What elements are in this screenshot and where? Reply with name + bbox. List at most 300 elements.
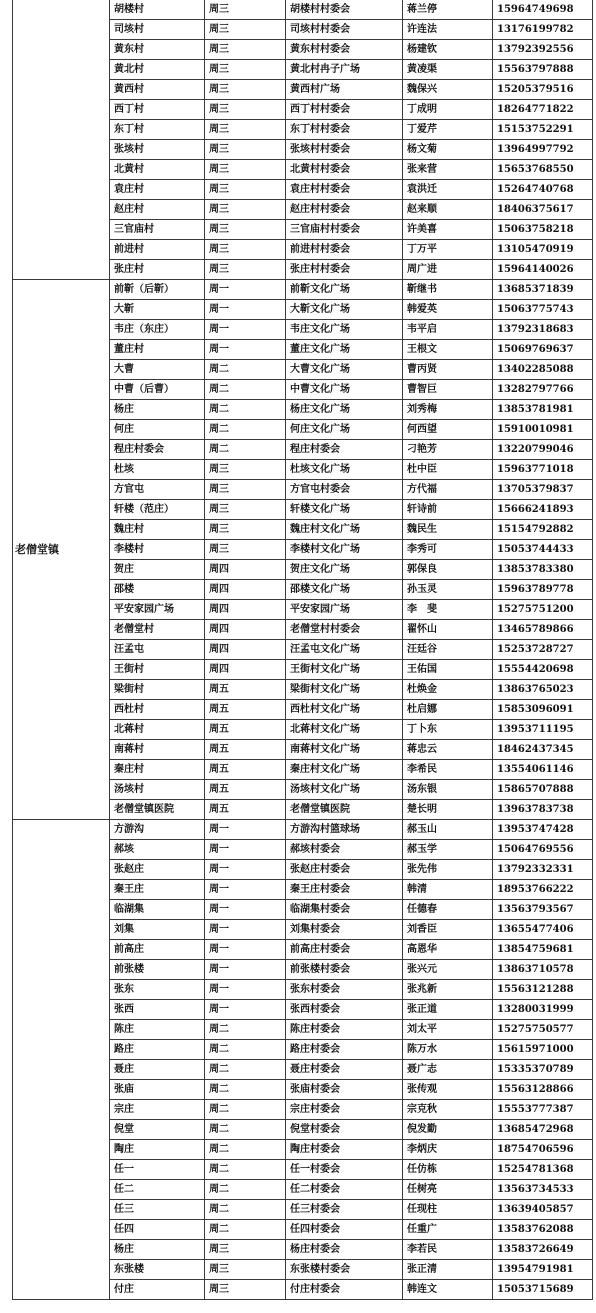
contact-cell: 周广进 xyxy=(403,260,493,280)
phone-cell: 13402285088 xyxy=(493,360,593,380)
phone-cell: 15563128866 xyxy=(493,1080,593,1100)
day-cell: 周一 xyxy=(205,820,286,840)
contact-cell: 韩爱英 xyxy=(403,300,493,320)
phone-cell: 13863710578 xyxy=(493,960,593,980)
location-cell: 大曹文化广场 xyxy=(286,360,403,380)
location-cell: 张庙村委会 xyxy=(286,1080,403,1100)
village-cell: 张赵庄 xyxy=(110,860,205,880)
day-cell: 周五 xyxy=(205,760,286,780)
location-cell: 张垓村村委会 xyxy=(286,140,403,160)
location-cell: 韦庄文化广场 xyxy=(286,320,403,340)
village-cell: 赵庄村 xyxy=(110,200,205,220)
contact-cell: 丁爱芹 xyxy=(403,120,493,140)
location-cell: 方官屯村委会 xyxy=(286,480,403,500)
phone-cell: 15853096091 xyxy=(493,700,593,720)
day-cell: 周四 xyxy=(205,620,286,640)
day-cell: 周三 xyxy=(205,500,286,520)
village-cell: 倪堂 xyxy=(110,1120,205,1140)
contact-cell: 郝玉学 xyxy=(403,840,493,860)
phone-cell: 15053715689 xyxy=(493,1280,593,1300)
location-cell: 魏庄村文化广场 xyxy=(286,520,403,540)
contact-cell: 曹智巨 xyxy=(403,380,493,400)
phone-cell: 18462437345 xyxy=(493,740,593,760)
phone-cell: 15154792882 xyxy=(493,520,593,540)
location-cell: 倪堂村委会 xyxy=(286,1120,403,1140)
phone-cell: 13863765023 xyxy=(493,680,593,700)
day-cell: 周三 xyxy=(205,140,286,160)
location-cell: 平安家园广场 xyxy=(286,600,403,620)
day-cell: 周四 xyxy=(205,560,286,580)
village-cell: 汤垓村 xyxy=(110,780,205,800)
day-cell: 周三 xyxy=(205,1280,286,1300)
contact-cell: 刘太平 xyxy=(403,1020,493,1040)
phone-cell: 13639405857 xyxy=(493,1200,593,1220)
day-cell: 周二 xyxy=(205,440,286,460)
village-cell: 南蒋村 xyxy=(110,740,205,760)
location-cell: 北黄村村委会 xyxy=(286,160,403,180)
location-cell: 宗庄村委会 xyxy=(286,1100,403,1120)
phone-cell: 13583726649 xyxy=(493,1240,593,1260)
contact-cell: 袁洪迁 xyxy=(403,180,493,200)
village-cell: 西杜村 xyxy=(110,700,205,720)
day-cell: 周三 xyxy=(205,40,286,60)
location-cell: 轩楼文化广场 xyxy=(286,500,403,520)
day-cell: 周二 xyxy=(205,1200,286,1220)
phone-cell: 18953766222 xyxy=(493,880,593,900)
village-cell: 秦庄村 xyxy=(110,760,205,780)
day-cell: 周一 xyxy=(205,300,286,320)
day-cell: 周一 xyxy=(205,340,286,360)
contact-cell: 郭保良 xyxy=(403,560,493,580)
contact-cell: 蒋兰停 xyxy=(403,0,493,20)
village-cell: 付庄 xyxy=(110,1280,205,1300)
village-cell: 北蒋村 xyxy=(110,720,205,740)
phone-cell: 18264771822 xyxy=(493,100,593,120)
location-cell: 张赵庄村委会 xyxy=(286,860,403,880)
contact-cell: 高恩华 xyxy=(403,940,493,960)
day-cell: 周五 xyxy=(205,800,286,820)
phone-cell: 13280031999 xyxy=(493,1000,593,1020)
contact-cell: 李炳庆 xyxy=(403,1140,493,1160)
village-cell: 刘集 xyxy=(110,920,205,940)
phone-cell: 13953747428 xyxy=(493,820,593,840)
contact-cell: 韩连文 xyxy=(403,1280,493,1300)
village-cell: 汪孟屯 xyxy=(110,640,205,660)
day-cell: 周二 xyxy=(205,1080,286,1100)
day-cell: 周二 xyxy=(205,400,286,420)
day-cell: 周三 xyxy=(205,480,286,500)
day-cell: 周三 xyxy=(205,120,286,140)
phone-cell: 15553777387 xyxy=(493,1100,593,1120)
day-cell: 周一 xyxy=(205,900,286,920)
day-cell: 周二 xyxy=(205,1100,286,1120)
village-cell: 聂庄 xyxy=(110,1060,205,1080)
contact-cell: 张正道 xyxy=(403,1000,493,1020)
phone-cell: 13282797766 xyxy=(493,380,593,400)
day-cell: 周二 xyxy=(205,1020,286,1040)
village-cell: 前张楼 xyxy=(110,960,205,980)
location-cell: 前高庄村委会 xyxy=(286,940,403,960)
village-cell: 袁庄村 xyxy=(110,180,205,200)
village-cell: 老僧堂村 xyxy=(110,620,205,640)
phone-cell: 18754706596 xyxy=(493,1140,593,1160)
location-cell: 西杜村文化广场 xyxy=(286,700,403,720)
location-cell: 邵楼文化广场 xyxy=(286,580,403,600)
phone-cell: 15064769556 xyxy=(493,840,593,860)
day-cell: 周五 xyxy=(205,780,286,800)
village-cell: 三官庙村 xyxy=(110,220,205,240)
day-cell: 周五 xyxy=(205,740,286,760)
village-cell: 黄北村 xyxy=(110,60,205,80)
contact-cell: 任德春 xyxy=(403,900,493,920)
day-cell: 周一 xyxy=(205,960,286,980)
day-cell: 周一 xyxy=(205,280,286,300)
village-cell: 张西 xyxy=(110,1000,205,1020)
village-cell: 魏庄村 xyxy=(110,520,205,540)
contact-cell: 许美喜 xyxy=(403,220,493,240)
day-cell: 周五 xyxy=(205,720,286,740)
contact-cell: 曹丙贤 xyxy=(403,360,493,380)
day-cell: 周三 xyxy=(205,100,286,120)
phone-cell: 15563121288 xyxy=(493,980,593,1000)
phone-cell: 15964749698 xyxy=(493,0,593,20)
day-cell: 周三 xyxy=(205,260,286,280)
day-cell: 周二 xyxy=(205,1180,286,1200)
village-cell: 杨庄 xyxy=(110,1240,205,1260)
location-cell: 杜垓文化广场 xyxy=(286,460,403,480)
phone-cell: 15063758218 xyxy=(493,220,593,240)
phone-cell: 15963789778 xyxy=(493,580,593,600)
village-cell: 前进村 xyxy=(110,240,205,260)
phone-cell: 13792318683 xyxy=(493,320,593,340)
contact-cell: 刘香臣 xyxy=(403,920,493,940)
day-cell: 周四 xyxy=(205,580,286,600)
contact-cell: 方代福 xyxy=(403,480,493,500)
contact-cell: 刁艳芳 xyxy=(403,440,493,460)
phone-cell: 13792392556 xyxy=(493,40,593,60)
location-cell: 程庄村委会 xyxy=(286,440,403,460)
location-cell: 西丁村村委会 xyxy=(286,100,403,120)
day-cell: 周三 xyxy=(205,1240,286,1260)
location-cell: 张东村委会 xyxy=(286,980,403,1000)
contact-cell: 张兴元 xyxy=(403,960,493,980)
location-cell: 黄北村冉子广场 xyxy=(286,60,403,80)
phone-cell: 13853783380 xyxy=(493,560,593,580)
contact-cell: 任仿栋 xyxy=(403,1160,493,1180)
village-cell: 临湖集 xyxy=(110,900,205,920)
location-cell: 汪孟屯文化广场 xyxy=(286,640,403,660)
village-cell: 东张楼 xyxy=(110,1260,205,1280)
location-cell: 李楼村文化广场 xyxy=(286,540,403,560)
village-cell: 秦王庄 xyxy=(110,880,205,900)
village-cell: 任一 xyxy=(110,1160,205,1180)
location-cell: 秦王庄村委会 xyxy=(286,880,403,900)
contact-cell: 轩诗前 xyxy=(403,500,493,520)
phone-cell: 15253728727 xyxy=(493,640,593,660)
location-cell: 黄东村村委会 xyxy=(286,40,403,60)
contact-cell: 翟怀山 xyxy=(403,620,493,640)
day-cell: 周二 xyxy=(205,380,286,400)
phone-cell: 13563734533 xyxy=(493,1180,593,1200)
contact-cell: 汪廷谷 xyxy=(403,640,493,660)
day-cell: 周三 xyxy=(205,60,286,80)
phone-cell: 15153752291 xyxy=(493,120,593,140)
phone-cell: 15910010981 xyxy=(493,420,593,440)
day-cell: 周二 xyxy=(205,1160,286,1180)
village-cell: 任四 xyxy=(110,1220,205,1240)
location-cell: 老僧堂村村委会 xyxy=(286,620,403,640)
phone-cell: 13105470919 xyxy=(493,240,593,260)
phone-cell: 15563797888 xyxy=(493,60,593,80)
phone-cell: 13792332331 xyxy=(493,860,593,880)
day-cell: 周三 xyxy=(205,540,286,560)
village-cell: 杨庄 xyxy=(110,400,205,420)
contact-cell: 李希民 xyxy=(403,760,493,780)
phone-cell: 13963783738 xyxy=(493,800,593,820)
village-cell: 平安家园广场 xyxy=(110,600,205,620)
phone-cell: 18406375617 xyxy=(493,200,593,220)
contact-cell: 黄凌渠 xyxy=(403,60,493,80)
contact-cell: 汤东银 xyxy=(403,780,493,800)
day-cell: 周一 xyxy=(205,940,286,960)
contact-cell: 丁万平 xyxy=(403,240,493,260)
location-cell: 前靳文化广场 xyxy=(286,280,403,300)
location-cell: 梁街村文化广场 xyxy=(286,680,403,700)
contact-cell: 李若民 xyxy=(403,1240,493,1260)
phone-cell: 15275751200 xyxy=(493,600,593,620)
village-cell: 方游沟 xyxy=(110,820,205,840)
phone-cell: 15963771018 xyxy=(493,460,593,480)
contact-cell: 魏保兴 xyxy=(403,80,493,100)
town-cell xyxy=(13,0,110,280)
day-cell: 周三 xyxy=(205,240,286,260)
location-cell: 大靳文化广场 xyxy=(286,300,403,320)
village-cell: 大靳 xyxy=(110,300,205,320)
village-cell: 张东 xyxy=(110,980,205,1000)
location-cell: 张西村委会 xyxy=(286,1000,403,1020)
location-cell: 东丁村村委会 xyxy=(286,120,403,140)
contact-cell: 任树亮 xyxy=(403,1180,493,1200)
phone-cell: 15964140026 xyxy=(493,260,593,280)
day-cell: 周一 xyxy=(205,880,286,900)
location-cell: 任三村委会 xyxy=(286,1200,403,1220)
day-cell: 周四 xyxy=(205,640,286,660)
contact-cell: 楚长明 xyxy=(403,800,493,820)
day-cell: 周二 xyxy=(205,1060,286,1080)
contact-cell: 任现柱 xyxy=(403,1200,493,1220)
contact-cell: 孙玉灵 xyxy=(403,580,493,600)
day-cell: 周二 xyxy=(205,1140,286,1160)
phone-cell: 13685371839 xyxy=(493,280,593,300)
location-cell: 杨庄村委会 xyxy=(286,1240,403,1260)
village-cell: 王街村 xyxy=(110,660,205,680)
location-cell: 北蒋村文化广场 xyxy=(286,720,403,740)
contact-cell: 李秀可 xyxy=(403,540,493,560)
location-cell: 南蒋村文化广场 xyxy=(286,740,403,760)
day-cell: 周一 xyxy=(205,920,286,940)
contact-cell: 郝玉山 xyxy=(403,820,493,840)
phone-cell: 15335370789 xyxy=(493,1060,593,1080)
location-cell: 黄西村广场 xyxy=(286,80,403,100)
village-cell: 胡楼村 xyxy=(110,0,205,20)
day-cell: 周一 xyxy=(205,320,286,340)
location-cell: 胡楼村村委会 xyxy=(286,0,403,20)
village-cell: 陈庄 xyxy=(110,1020,205,1040)
contact-cell: 韦平启 xyxy=(403,320,493,340)
phone-cell: 13583762088 xyxy=(493,1220,593,1240)
day-cell: 周三 xyxy=(205,1260,286,1280)
phone-cell: 15554420698 xyxy=(493,660,593,680)
day-cell: 周三 xyxy=(205,20,286,40)
day-cell: 周三 xyxy=(205,80,286,100)
location-cell: 杨庄文化广场 xyxy=(286,400,403,420)
contact-cell: 蒋忠云 xyxy=(403,740,493,760)
village-cell: 何庄 xyxy=(110,420,205,440)
day-cell: 周三 xyxy=(205,460,286,480)
village-cell: 杜垓 xyxy=(110,460,205,480)
day-cell: 周五 xyxy=(205,700,286,720)
phone-cell: 13953711195 xyxy=(493,720,593,740)
contact-cell: 王佑国 xyxy=(403,660,493,680)
contact-cell: 丁卜东 xyxy=(403,720,493,740)
day-cell: 周二 xyxy=(205,360,286,380)
table-row xyxy=(13,0,593,20)
location-cell: 刘集村委会 xyxy=(286,920,403,940)
phone-cell: 15865707888 xyxy=(493,780,593,800)
day-cell: 周三 xyxy=(205,520,286,540)
phone-cell: 15275750577 xyxy=(493,1020,593,1040)
phone-cell: 13176199782 xyxy=(493,20,593,40)
location-cell: 方游沟村篮球场 xyxy=(286,820,403,840)
phone-cell: 13685472968 xyxy=(493,1120,593,1140)
phone-cell: 13655477406 xyxy=(493,920,593,940)
location-cell: 前进村村委会 xyxy=(286,240,403,260)
day-cell: 周四 xyxy=(205,660,286,680)
village-cell: 老僧堂镇医院 xyxy=(110,800,205,820)
contact-cell: 魏民生 xyxy=(403,520,493,540)
table-row xyxy=(13,820,593,840)
phone-cell: 15069769637 xyxy=(493,340,593,360)
location-cell: 王街村文化广场 xyxy=(286,660,403,680)
contact-cell: 何西望 xyxy=(403,420,493,440)
day-cell: 周二 xyxy=(205,420,286,440)
contact-cell: 陈万水 xyxy=(403,1040,493,1060)
phone-cell: 13220799046 xyxy=(493,440,593,460)
village-cell: 张庄村 xyxy=(110,260,205,280)
contact-cell: 赵来顺 xyxy=(403,200,493,220)
village-cell: 韦庄（东庄） xyxy=(110,320,205,340)
contact-cell: 李 斐 xyxy=(403,600,493,620)
phone-cell: 13563793567 xyxy=(493,900,593,920)
village-cell: 方官屯 xyxy=(110,480,205,500)
village-cell: 董庄村 xyxy=(110,340,205,360)
contact-cell: 聂广志 xyxy=(403,1060,493,1080)
location-cell: 郝垓村委会 xyxy=(286,840,403,860)
location-cell: 董庄文化广场 xyxy=(286,340,403,360)
village-cell: 西丁村 xyxy=(110,100,205,120)
village-cell: 梁街村 xyxy=(110,680,205,700)
location-cell: 三官庙村村委会 xyxy=(286,220,403,240)
location-cell: 老僧堂镇医院 xyxy=(286,800,403,820)
phone-cell: 15653768550 xyxy=(493,160,593,180)
phone-cell: 13964997792 xyxy=(493,140,593,160)
village-cell: 前靳（后靳） xyxy=(110,280,205,300)
location-cell: 前张楼村委会 xyxy=(286,960,403,980)
village-cell: 司垓村 xyxy=(110,20,205,40)
contact-cell: 张先伟 xyxy=(403,860,493,880)
phone-cell: 15264740768 xyxy=(493,180,593,200)
day-cell: 周三 xyxy=(205,0,286,20)
village-cell: 张庙 xyxy=(110,1080,205,1100)
contact-cell: 张来营 xyxy=(403,160,493,180)
village-cell: 任三 xyxy=(110,1200,205,1220)
day-cell: 周三 xyxy=(205,180,286,200)
location-cell: 司垓村村委会 xyxy=(286,20,403,40)
contact-cell: 杜启娜 xyxy=(403,700,493,720)
location-cell: 东张楼村委会 xyxy=(286,1260,403,1280)
town-cell xyxy=(13,820,110,1300)
day-cell: 周一 xyxy=(205,980,286,1000)
town-cell: 老僧堂镇 xyxy=(13,280,110,820)
village-cell: 北黄村 xyxy=(110,160,205,180)
day-cell: 周三 xyxy=(205,200,286,220)
village-cell: 任二 xyxy=(110,1180,205,1200)
village-cell: 轩楼（范庄） xyxy=(110,500,205,520)
day-cell: 周三 xyxy=(205,220,286,240)
phone-cell: 13854759681 xyxy=(493,940,593,960)
village-cell: 邵楼 xyxy=(110,580,205,600)
location-cell: 陈庄村委会 xyxy=(286,1020,403,1040)
village-cell: 黄西村 xyxy=(110,80,205,100)
village-cell: 李楼村 xyxy=(110,540,205,560)
day-cell: 周二 xyxy=(205,1120,286,1140)
day-cell: 周二 xyxy=(205,1220,286,1240)
day-cell: 周一 xyxy=(205,860,286,880)
day-cell: 周二 xyxy=(205,1040,286,1060)
village-cell: 大曹 xyxy=(110,360,205,380)
phone-cell: 15053744433 xyxy=(493,540,593,560)
contact-cell: 宗克秋 xyxy=(403,1100,493,1120)
contact-cell: 杜焕金 xyxy=(403,680,493,700)
location-cell: 张庄村村委会 xyxy=(286,260,403,280)
location-cell: 付庄村委会 xyxy=(286,1280,403,1300)
village-cell: 东丁村 xyxy=(110,120,205,140)
day-cell: 周五 xyxy=(205,680,286,700)
contact-cell: 韩清 xyxy=(403,880,493,900)
location-cell: 陶庄村委会 xyxy=(286,1140,403,1160)
phone-cell: 13554061146 xyxy=(493,760,593,780)
village-cell: 宗庄 xyxy=(110,1100,205,1120)
day-cell: 周一 xyxy=(205,1000,286,1020)
contact-cell: 张兆新 xyxy=(403,980,493,1000)
phone-cell: 15666241893 xyxy=(493,500,593,520)
location-cell: 任一村委会 xyxy=(286,1160,403,1180)
contact-cell: 任重广 xyxy=(403,1220,493,1240)
village-cell: 中曹（后曹） xyxy=(110,380,205,400)
location-cell: 中曹文化广场 xyxy=(286,380,403,400)
village-cell: 程庄村委会 xyxy=(110,440,205,460)
village-cell: 陶庄 xyxy=(110,1140,205,1160)
contact-cell: 杜中臣 xyxy=(403,460,493,480)
contact-cell: 刘秀梅 xyxy=(403,400,493,420)
day-cell: 周一 xyxy=(205,840,286,860)
location-cell: 汤垓村文化广场 xyxy=(286,780,403,800)
location-cell: 秦庄村文化广场 xyxy=(286,760,403,780)
contact-cell: 靳继书 xyxy=(403,280,493,300)
location-cell: 聂庄村委会 xyxy=(286,1060,403,1080)
village-cell: 郝垓 xyxy=(110,840,205,860)
contact-cell: 丁成明 xyxy=(403,100,493,120)
